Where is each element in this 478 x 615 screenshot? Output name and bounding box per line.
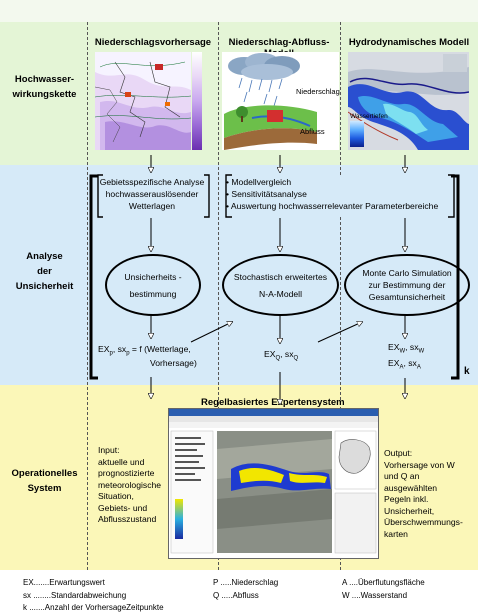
legend-ex: EX.......Erwartungswert (23, 578, 105, 587)
label-wassertiefen: Wassertiefen (350, 113, 388, 120)
output-ex-p: $EX_p$, $sx_p = f$ (Wetterlage, (98, 344, 191, 357)
arrow-diag-2 (318, 322, 362, 342)
analysis-box-wetterlagen: Gebietsspezifische Analyse hochwasserauslösender Wetterlagen (95, 174, 209, 219)
ellipse-na-modell: Stochastisch erweitertes N-A-Modell (222, 254, 339, 316)
row-label-operationelles-system: Operationelles System (11, 468, 78, 494)
label-abfluss: Abfluss (300, 127, 325, 136)
row-label-hochwasserwirkungskette: Hochwasser- wirkungskette (12, 74, 77, 100)
legend-a: A ....Überflutungsfläche (342, 578, 425, 587)
legend-p: P .....Niederschlag (213, 578, 279, 587)
column-title-na-modell: Niederschlag-Abfluss- (228, 37, 330, 48)
label-niederschlag: Niederschlag (296, 87, 340, 96)
legend-sx: sx ........Standardabweichung (23, 590, 127, 600)
output-ex-w: $EX_W$, $sx_W$ (388, 342, 425, 355)
output-ex-a: $EX_A$, $sx_A$ (388, 358, 421, 371)
column-title-niederschlagsvorhersage: Niederschlagsvorhersage (94, 37, 212, 48)
bracket-left (91, 176, 98, 378)
row-label-analyse: Analyse der Unsicherheit (15, 251, 74, 292)
expert-system-title: Regelbasiertes Expertensystem (201, 397, 345, 408)
arrow-diag-1 (191, 322, 232, 342)
expert-output-text: Output: Vorhersage von W und Q an ausgewählten Pegeln inkl. Unsicherheit, Überschwemmungs- karten (384, 448, 463, 539)
bullet-item: • Modellvergleich (226, 177, 292, 187)
bullet-item: • Auswertung hochwasserrelevanter Parameterbereiche (226, 201, 439, 211)
legend-w: W ....Wasserstand (342, 590, 408, 600)
expert-input-text: Input: aktuelle und prognostizierte meteorologische Situation, Gebiets- und Abflusszustand (98, 445, 162, 524)
output-ex-q: $EX_Q$, $sx_Q$ (264, 349, 299, 362)
bracket-k-label: k (464, 366, 470, 377)
ellipse-monte-carlo: Monte Carlo Simulation zur Bestimmung der Gesamtunsicherheit (344, 254, 470, 316)
legend-q: Q .....Abfluss (213, 590, 259, 600)
legend-k: k .......Anzahl der VorhersageZeitpunkte (23, 603, 164, 612)
ellipse-unsicherheitsbestimmung: Unsicherheits - bestimmung (105, 254, 201, 316)
column-title-hydrodynamisches-modell: Hydrodynamisches Modell (348, 37, 470, 48)
output-ex-p-vorhersage: Vorhersage) (150, 358, 197, 368)
bullet-item: • Sensitivitätsanalyse (226, 189, 307, 199)
